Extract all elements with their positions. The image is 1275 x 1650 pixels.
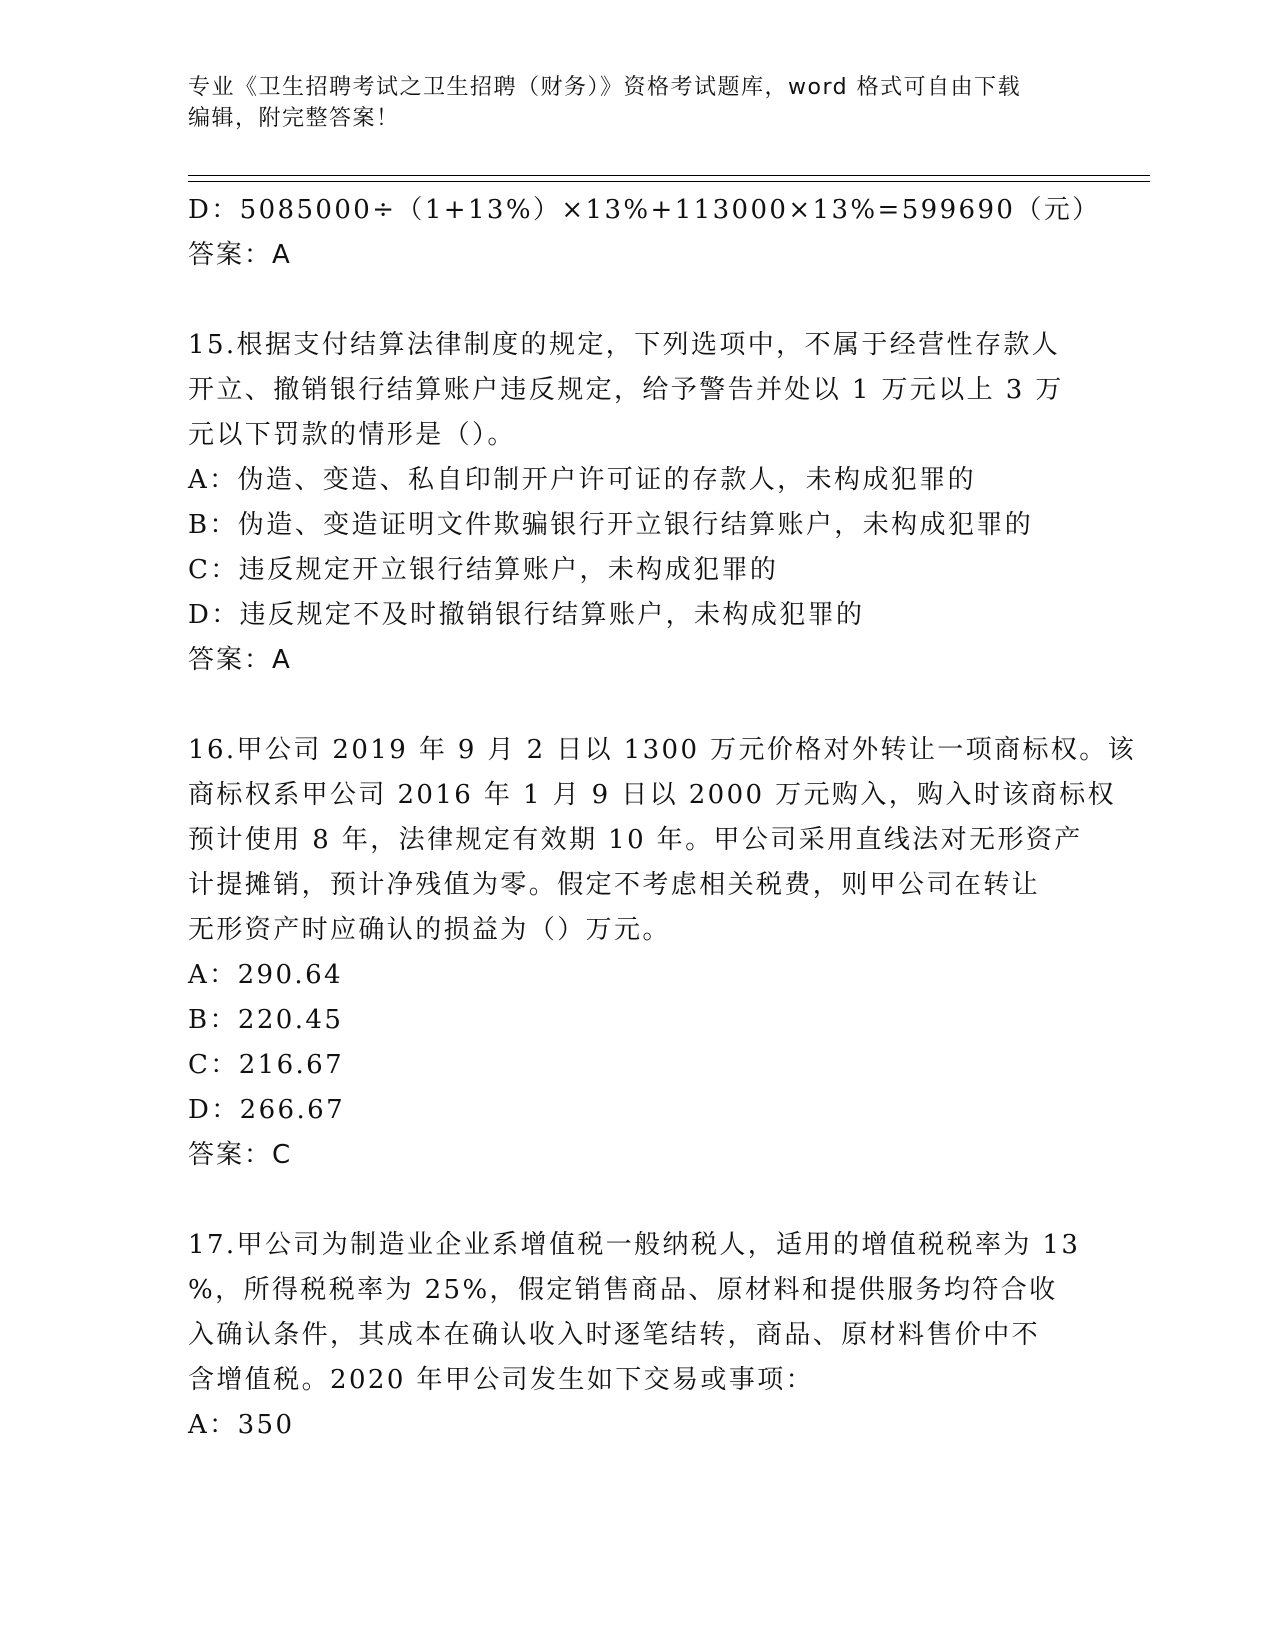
question-15-option-d: D：违反规定不及时撤销银行结算账户，未构成犯罪的 (188, 600, 865, 630)
question-16 (188, 728, 1137, 1178)
question-15-option-a: A：伪造、变造、私自印制开户许可证的存款人，未构成犯罪的 (188, 465, 976, 495)
question-16-option-a: A：290.64 (188, 960, 343, 990)
question-17 (188, 1223, 1088, 1448)
question-16-line-2: 商标权系甲公司 2016 年 1 月 9 日以 2000 万元购入，购入时该商标权 (188, 780, 1116, 810)
question-15-line-3: 元以下罚款的情形是（）。 (188, 420, 516, 450)
question-17-line-3: 入确认条件，其成本在确认收入时逐笔结转，商品、原材料售价中不 (188, 1320, 1041, 1350)
header-divider-top (188, 175, 1150, 176)
question-15-option-c: C：违反规定开立银行结算账户，未构成犯罪的 (188, 555, 779, 585)
header-line-1: 专业《卫生招聘考试之卫生招聘（财务）》资格考试题库，word 格式可自由下载 (188, 75, 1022, 100)
question-17-line-2: %，所得税税率为 25%，假定销售商品、原材料和提供服务均符合收 (188, 1275, 1058, 1305)
question-16-line-1: 16.甲公司 2019 年 9 月 2 日以 1300 万元价格对外转让一项商标权。该 (188, 735, 1137, 765)
question-16-line-5: 无形资产时应确认的损益为（）万元。 (188, 915, 671, 945)
question-16-option-b: B：220.45 (188, 1005, 344, 1035)
prev-answer: 答案：A (188, 240, 292, 270)
question-16-option-d: D：266.67 (188, 1095, 346, 1125)
question-16-option-c: C：216.67 (188, 1050, 345, 1080)
question-16-line-3: 预计使用 8 年，法律规定有效期 10 年。甲公司采用直线法对无形资产 (188, 825, 1083, 855)
question-15-option-b: B：伪造、变造证明文件欺骗银行开立银行结算账户，未构成犯罪的 (188, 510, 1034, 540)
question-17-line-4: 含增值税。2020 年甲公司发生如下交易或事项： (188, 1365, 815, 1395)
header-divider-bottom (188, 181, 1150, 182)
header-line-2: 编辑，附完整答案！ (188, 106, 400, 131)
question-15 (188, 323, 1088, 683)
question-15-line-2: 开立、撤销银行结算账户违反规定，给予警告并处以 1 万元以上 3 万 (188, 375, 1064, 405)
question-17-line-1: 17.甲公司为制造业企业系增值税一般纳税人，适用的增值税税率为 13 (188, 1230, 1081, 1260)
prev-option-d: D：5085000÷（1+13%）×13%+113000×13%=599690（元） (188, 195, 1101, 225)
document-body (188, 188, 1137, 1448)
question-15-answer: 答案：A (188, 645, 292, 675)
document-header (188, 72, 1068, 134)
spacer (188, 683, 1088, 728)
question-15-line-1: 15.根据支付结算法律制度的规定，下列选项中，不属于经营性存款人 (188, 330, 1061, 360)
spacer (188, 278, 1088, 323)
question-17-option-a: A：350 (188, 1410, 295, 1440)
spacer (188, 1178, 1088, 1223)
question-16-line-4: 计提摊销，预计净残值为零。假定不考虑相关税费，则甲公司在转让 (188, 870, 1041, 900)
question-16-answer: 答案：C (188, 1140, 293, 1170)
